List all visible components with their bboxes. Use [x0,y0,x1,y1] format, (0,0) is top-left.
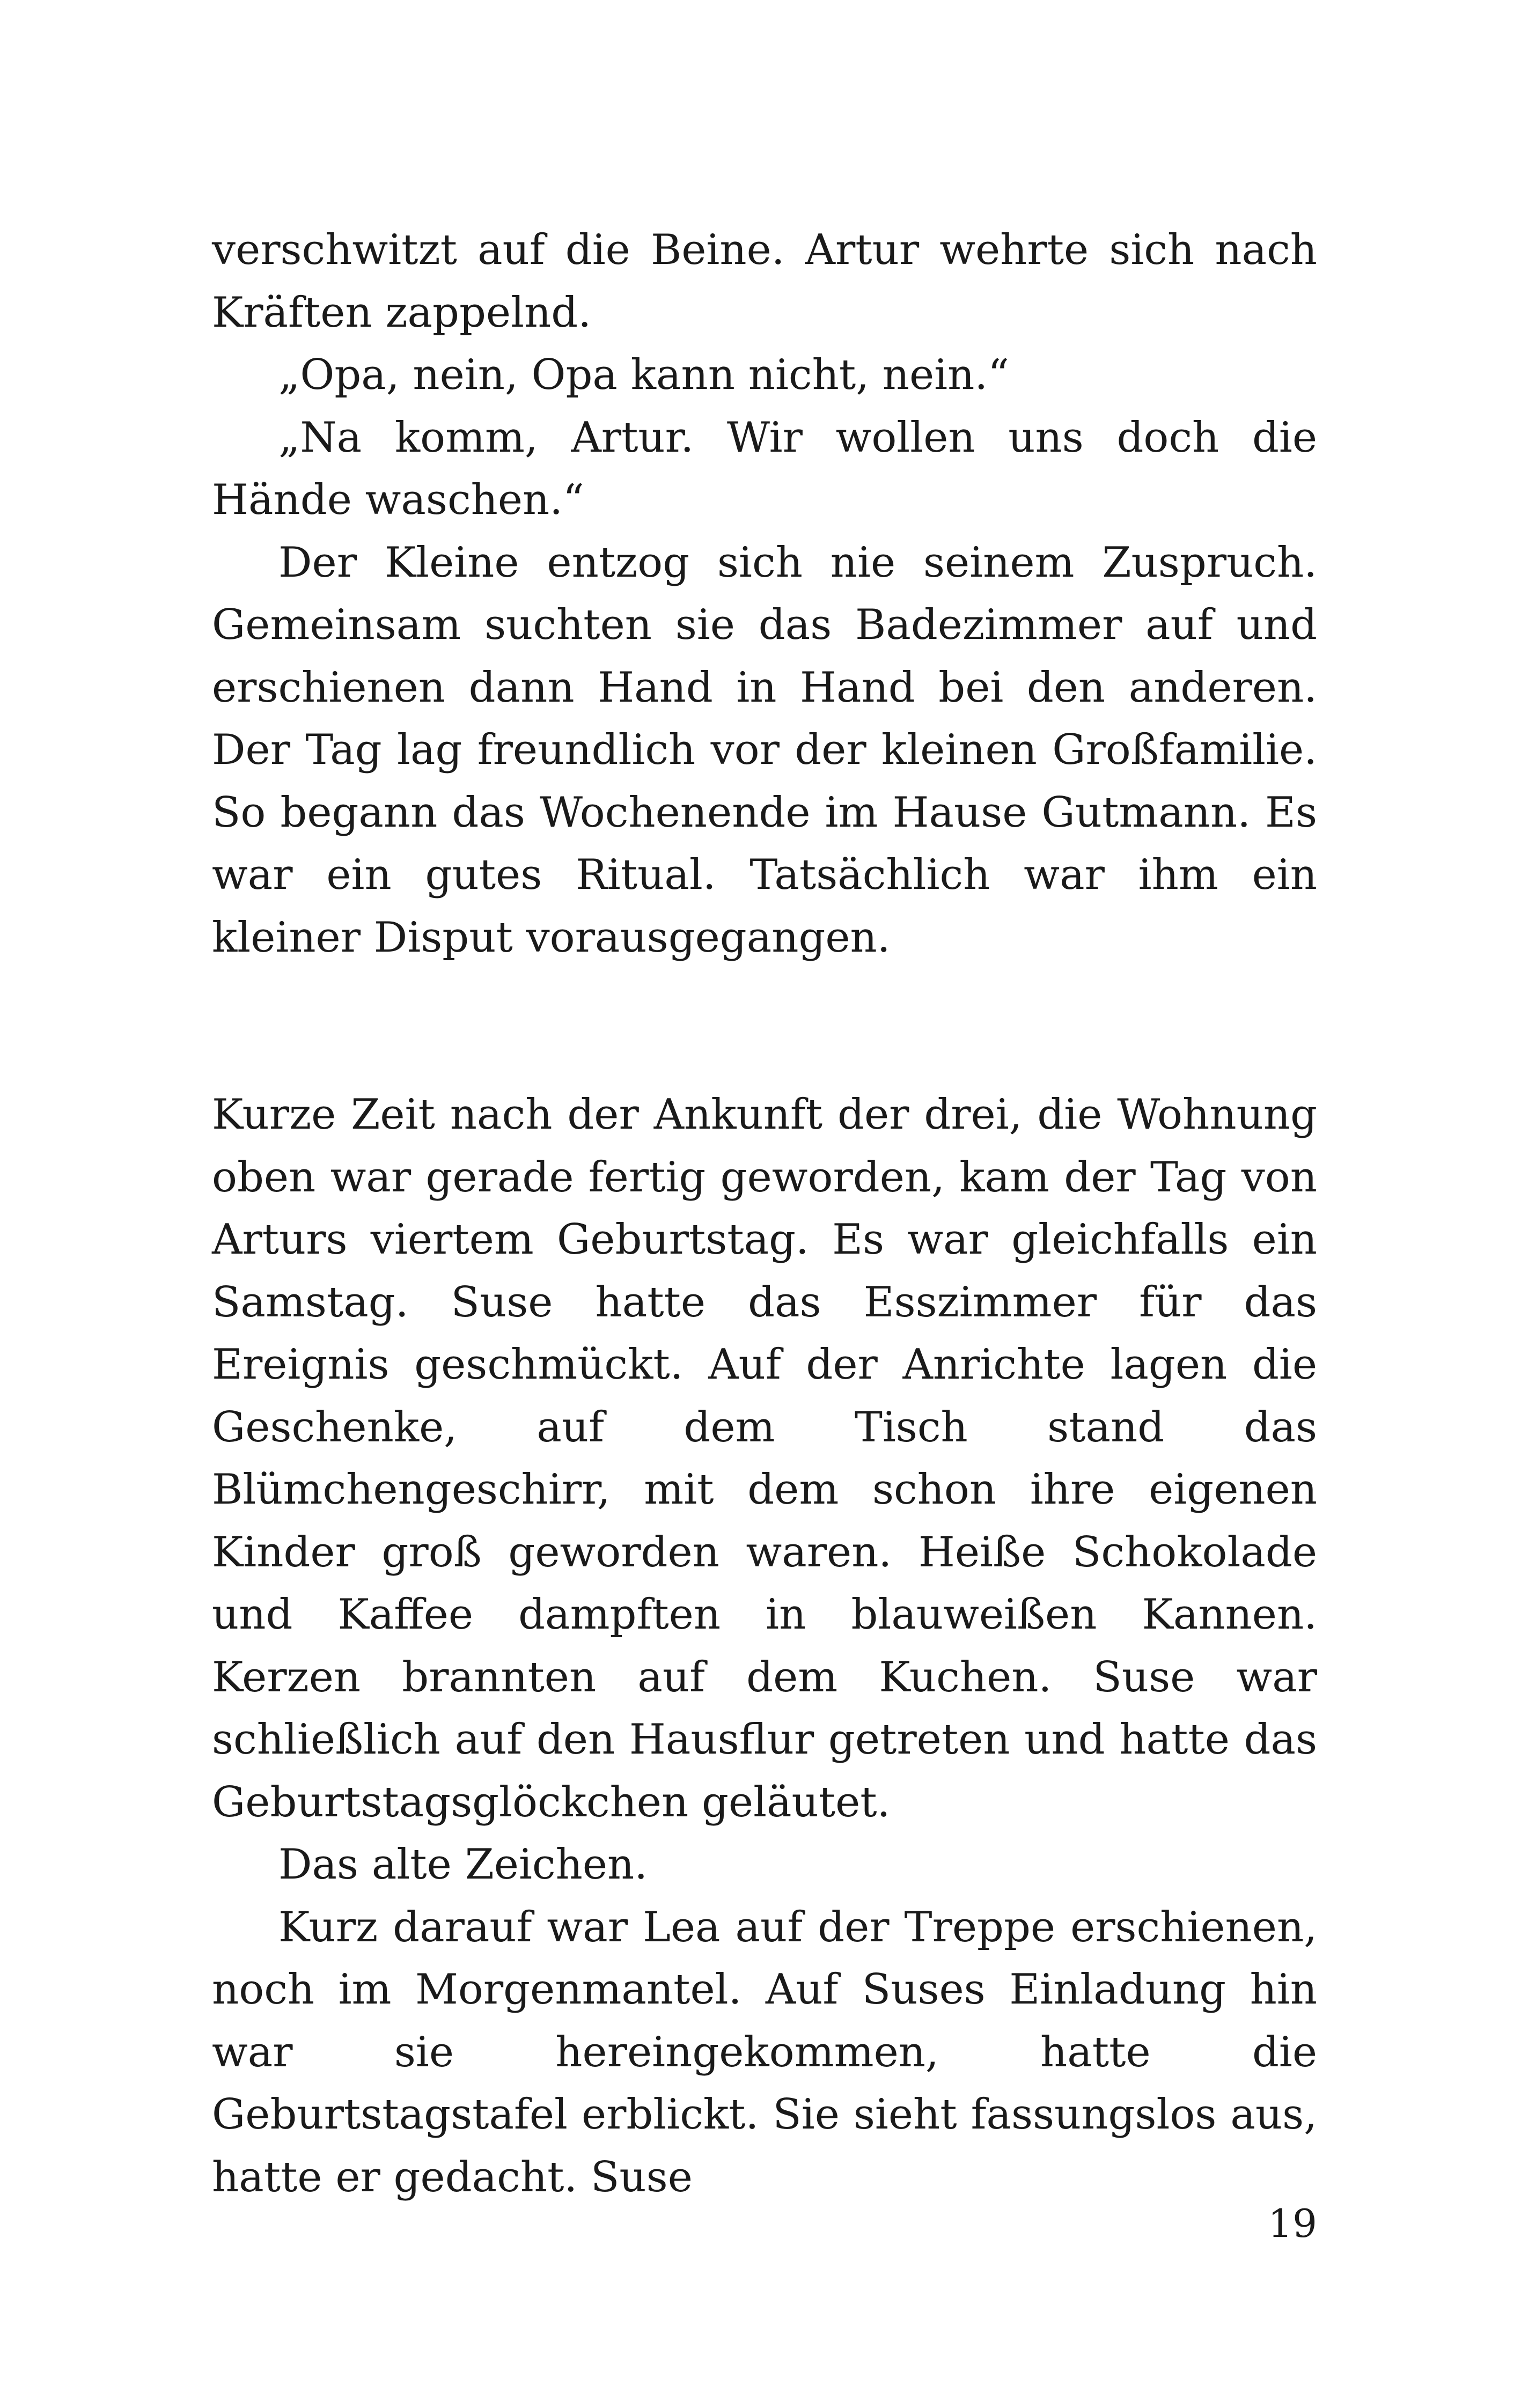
page-number: 19 [1268,2201,1317,2246]
paragraph: „Na komm, Artur. Wir wollen uns doch die Hände waschen.“ [212,413,1317,524]
paragraph: verschwitzt auf die Beine. Artur wehrte sich nach Kräften zappelnd. [212,226,1317,337]
paragraph: Kurz darauf war Lea auf der Treppe erschienen, noch im Morgenmantel. Auf Suses Einladung hin war sie hereingekommen, hatte die Geburtstagstafel erblickt. Sie sieht fassungslos aus, hatte er gedacht. Suse [212,1903,1317,2201]
text-section-2 [212,1084,1317,2208]
text-section-1 [212,219,1317,969]
paragraph: „Opa, nein, Opa kann nicht, nein.“ [278,351,1010,399]
paragraph: Kurze Zeit nach der Ankunft der drei, die Wohnung oben war gerade fertig geworden, kam der Tag von Arturs viertem Geburtstag. Es war gleichfalls ein Samstag. Suse hatte das Esszimmer für das Ereignis geschmückt. Auf der Anrichte lagen die Geschenke, auf dem Tisch stand das Blümchengeschirr, mit dem schon ihre eigenen Kinder groß geworden waren. Heiße Schokolade und Kaffee dampften in blauweißen Kannen. Kerzen brannten auf dem Kuchen. Suse war schließlich auf den Hausflur getreten und hatte das Geburtstagsglöckchen geläutet. [212,1091,1317,1827]
paragraph: Das alte Zeichen. [278,1840,648,1889]
paragraph: Der Kleine entzog sich nie seinem Zuspruch. Gemeinsam suchten sie das Badezimmer auf und erschienen dann Hand in Hand bei den anderen. Der Tag lag freundlich vor der kleinen Großfamilie. So begann das Wochenende im Hause Gutmann. Es war ein gutes Ritual. Tatsächlich war ihm ein kleiner Disput vorausgegangen. [212,538,1317,962]
